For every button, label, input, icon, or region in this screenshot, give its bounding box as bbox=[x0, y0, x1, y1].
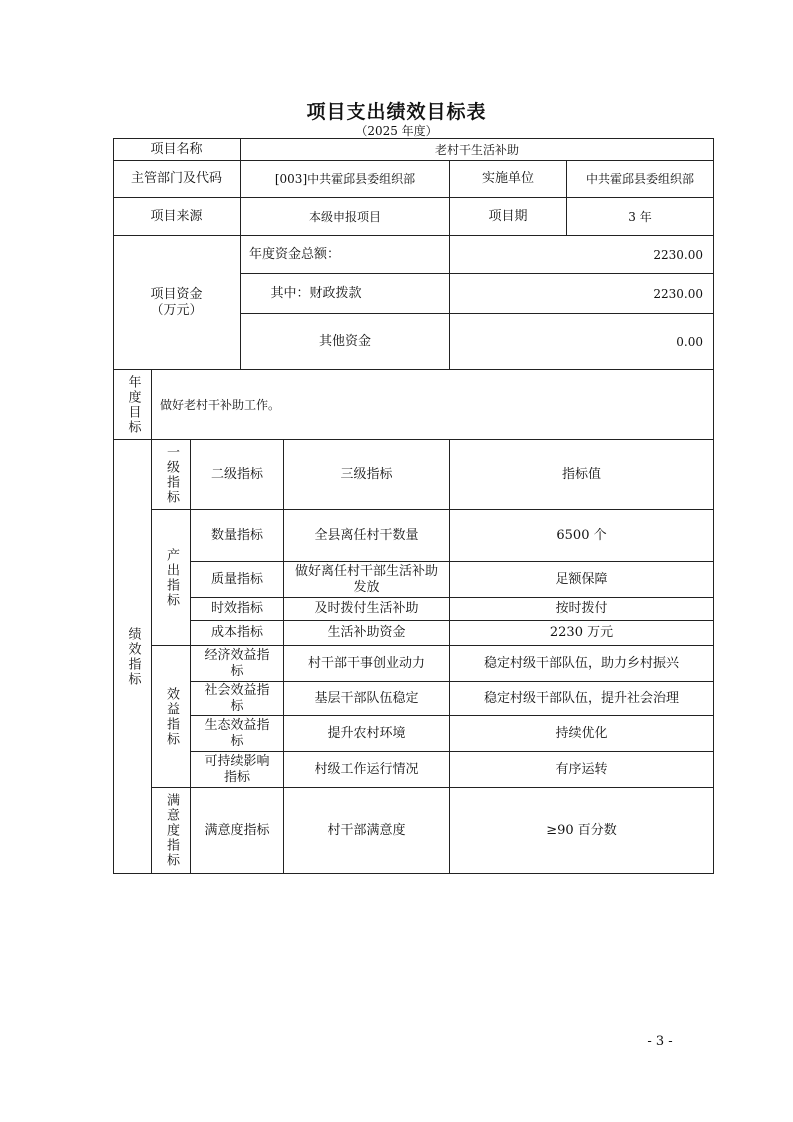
page-title: 项目支出绩效目标表 bbox=[306, 101, 487, 123]
indicator-row-value: 按时拨付 bbox=[555, 601, 608, 616]
other-funds-value: 0.00 bbox=[676, 334, 703, 349]
indicator-row-l3: 基层干部队伍稳定 bbox=[314, 690, 419, 706]
total-funds-label: 年度资金总额： bbox=[249, 246, 341, 262]
indicator-row-value: 6500 个 bbox=[556, 527, 607, 543]
annual-goal-value: 做好老村干补助工作。 bbox=[160, 397, 281, 412]
level3-header: 三级指标 bbox=[340, 466, 393, 482]
indicator-row-l3: 村级工作运行情况 bbox=[314, 761, 419, 777]
indicator-row-l3: 及时拨付生活补助 bbox=[314, 601, 419, 616]
dept-label: 主管部门及代码 bbox=[130, 171, 222, 186]
indicator-row-value: 有序运转 bbox=[555, 761, 608, 777]
funds-label: 项目资金 （万元） bbox=[150, 286, 203, 318]
indicator-row-l2: 数量指标 bbox=[210, 527, 263, 543]
indicator-row-l2: 生态效益指标 bbox=[204, 717, 270, 749]
indicator-row-l3: 生活补助资金 bbox=[327, 625, 406, 640]
indicator-row-l3: 村干部满意度 bbox=[327, 822, 406, 838]
level2-header: 二级指标 bbox=[210, 466, 263, 482]
indicator-row-value: ≥90 百分数 bbox=[546, 822, 617, 838]
indicator-row-value: 持续优化 bbox=[555, 725, 608, 741]
output-indicator-label: 产出指标 bbox=[164, 547, 179, 608]
indicator-row-l2: 质量指标 bbox=[210, 571, 263, 587]
project-name-label: 项目名称 bbox=[150, 141, 203, 157]
indicator-row-l3: 提升农村环境 bbox=[327, 725, 406, 741]
value-header: 指标值 bbox=[561, 466, 601, 482]
impl-unit-value: 中共霍邱县委组织部 bbox=[585, 172, 694, 186]
impl-unit-label: 实施单位 bbox=[481, 171, 534, 186]
source-value: 本级申报项目 bbox=[308, 209, 381, 224]
indicator-row-l3: 做好离任村干部生活补助发放 bbox=[294, 563, 438, 595]
period-value: 3 年 bbox=[628, 209, 652, 224]
indicator-row-l2: 可持续影响指标 bbox=[204, 753, 270, 785]
total-funds-value: 2230.00 bbox=[653, 247, 703, 262]
indicator-row-value: 2230 万元 bbox=[549, 625, 614, 640]
other-funds-label: 其他资金 bbox=[318, 333, 371, 349]
fiscal-funds-value: 2230.00 bbox=[653, 286, 703, 301]
fiscal-funds-label: 其中：财政拨款 bbox=[270, 285, 362, 301]
indicator-row-l2: 时效指标 bbox=[210, 601, 263, 616]
page-number: - 3 - bbox=[647, 1034, 673, 1049]
period-label: 项目期 bbox=[488, 208, 528, 224]
level1-header: 一级指标 bbox=[164, 444, 179, 505]
indicator-row-l2: 经济效益指标 bbox=[204, 647, 270, 679]
indicator-row-value: 足额保障 bbox=[555, 571, 608, 587]
indicator-row-l3: 全县离任村干数量 bbox=[314, 527, 419, 543]
satisfaction-indicator-label: 满意度指标 bbox=[164, 793, 179, 868]
perf-indicator-label: 绩效指标 bbox=[125, 626, 141, 687]
indicator-row-l2: 满意度指标 bbox=[204, 822, 270, 838]
source-label: 项目来源 bbox=[150, 208, 203, 224]
annual-goal-label: 年度目标 bbox=[125, 374, 141, 435]
indicator-row-l2: 成本指标 bbox=[210, 625, 263, 640]
dept-value: [003]中共霍邱县委组织部 bbox=[274, 172, 416, 186]
page-subtitle: （2025 年度） bbox=[355, 124, 438, 138]
indicator-row-l3: 村干部干事创业动力 bbox=[307, 655, 425, 671]
indicator-row-l2: 社会效益指标 bbox=[204, 682, 270, 714]
benefit-indicator-label: 效益指标 bbox=[164, 686, 179, 747]
project-name-value: 老村干生活补助 bbox=[434, 142, 519, 157]
indicator-row-value: 稳定村级干部队伍，助力乡村振兴 bbox=[483, 655, 679, 671]
indicator-row-value: 稳定村级干部队伍，提升社会治理 bbox=[483, 690, 679, 706]
